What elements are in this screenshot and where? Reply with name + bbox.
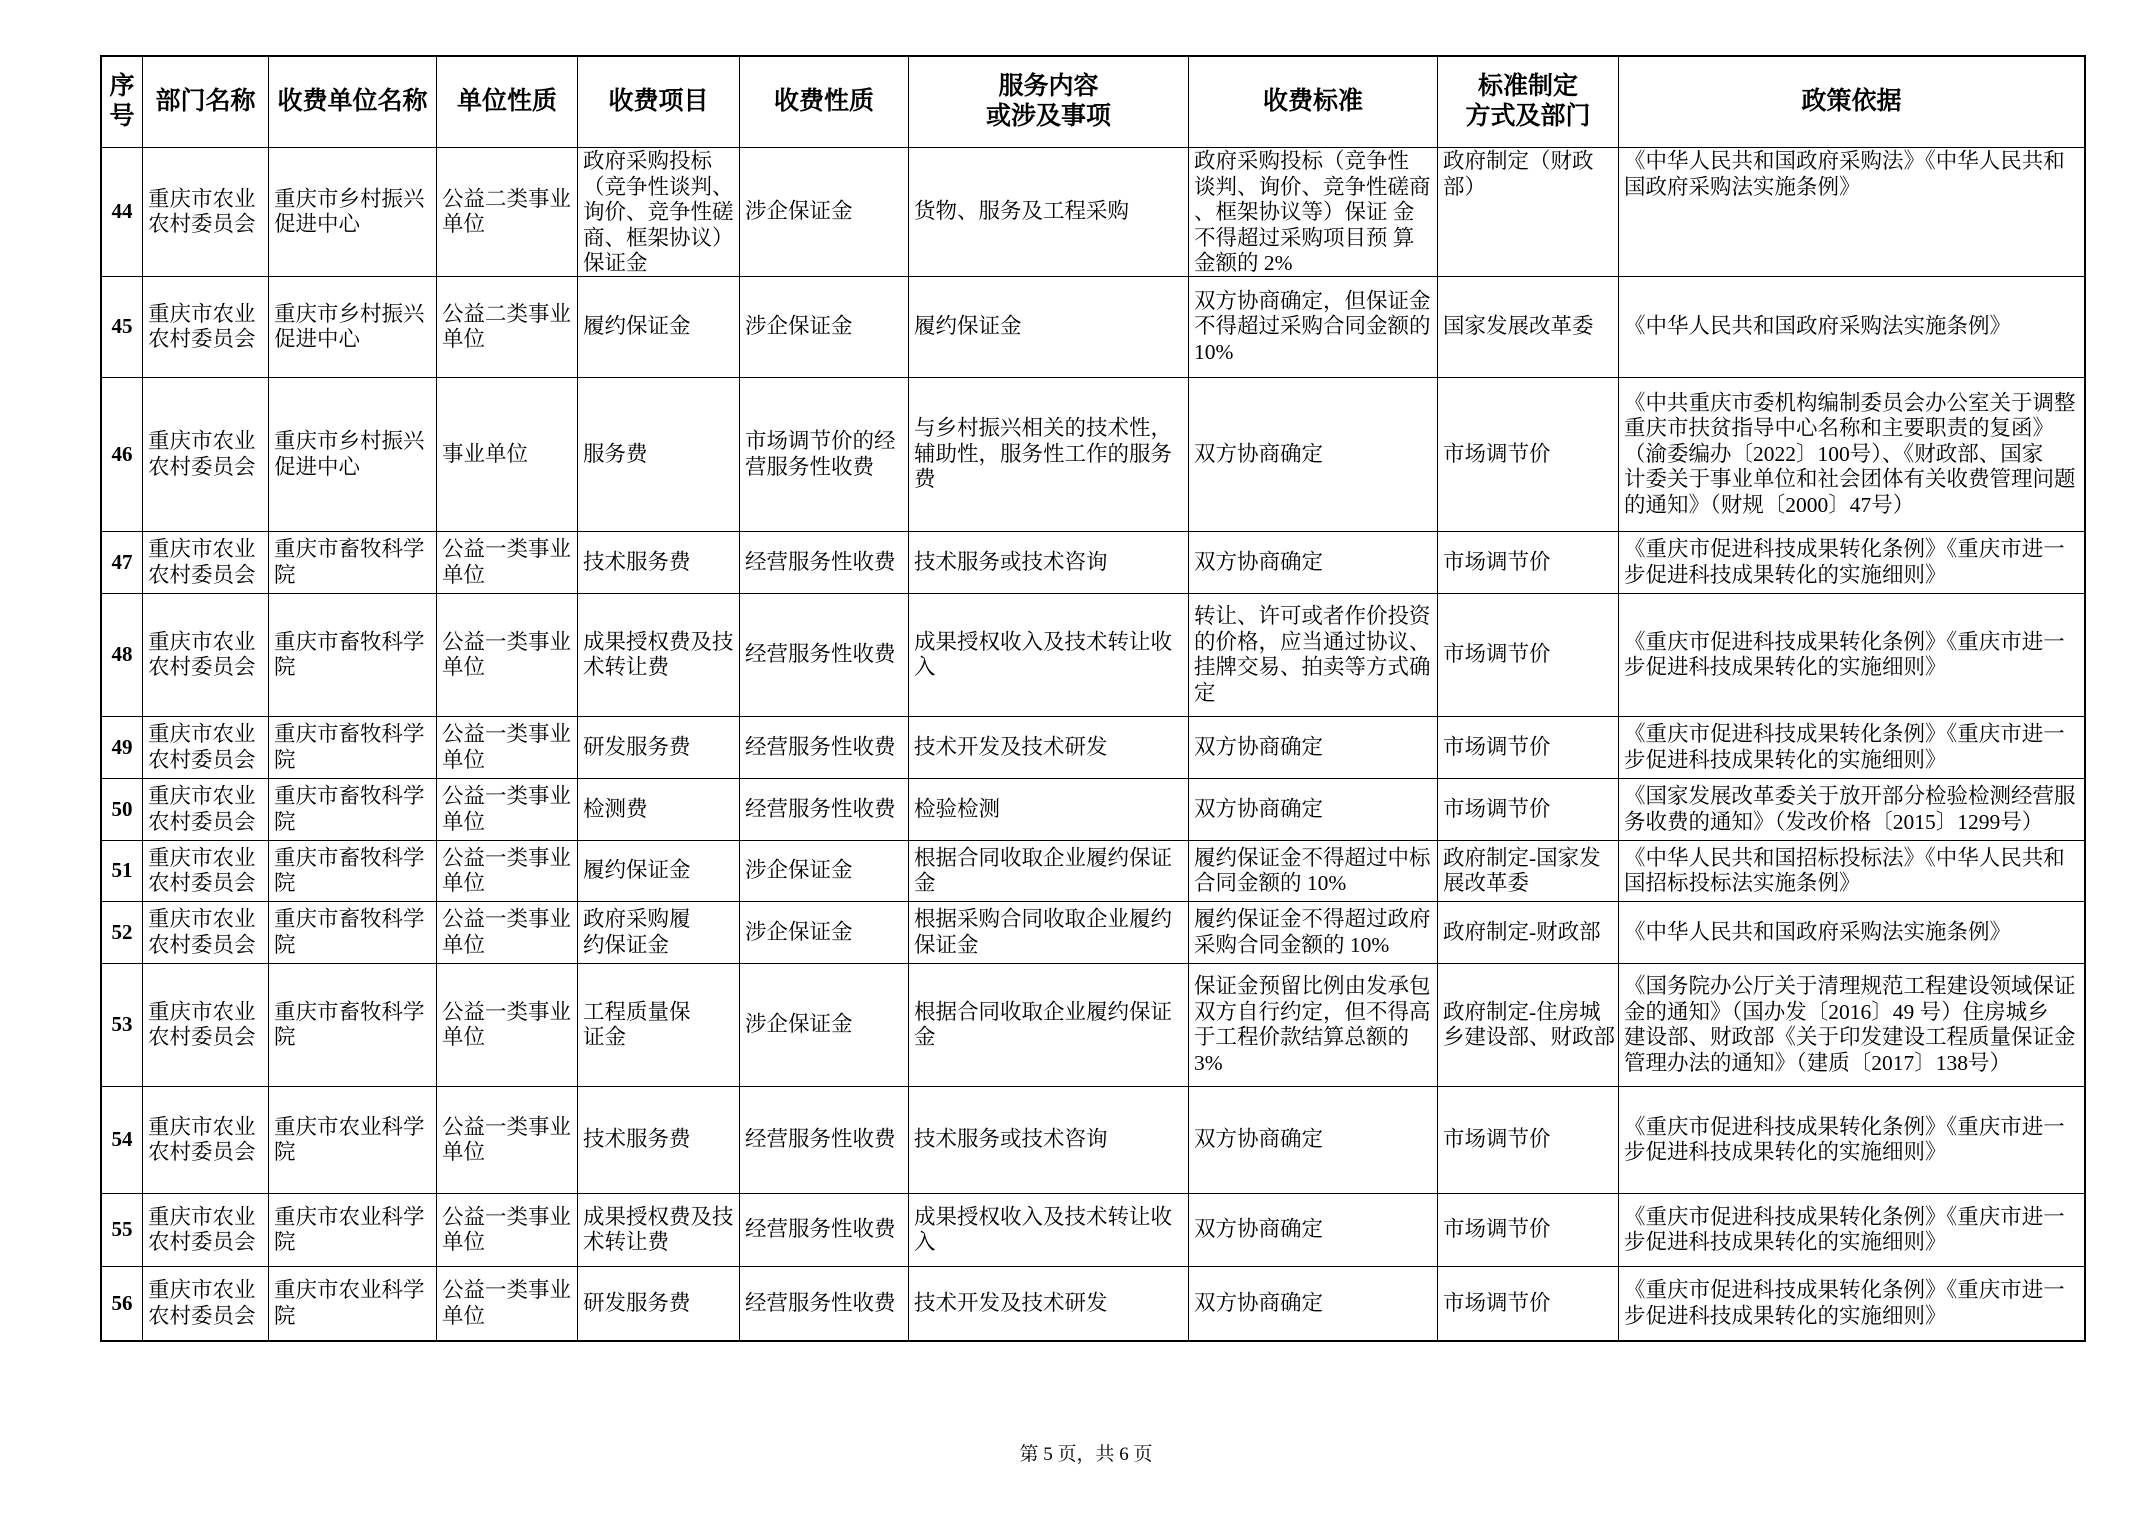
header-fee-standard: 收费标准 [1189, 57, 1438, 148]
cell-policy-basis: 《国家发展改革委关于放开部分检验检测经营服 务收费的通知》（发改价格〔2015〕1299号） [1619, 779, 2084, 841]
cell-service-content: 技术服务或技术咨询 [909, 532, 1189, 594]
cell-unit-name: 重庆市畜牧科学 院 [269, 532, 437, 594]
cell-standard-method: 市场调节价 [1438, 594, 1619, 717]
cell-service-content: 货物、服务及工程采购 [909, 148, 1189, 277]
cell-index: 44 [102, 148, 143, 277]
cell-fee-item: 技术服务费 [578, 1087, 740, 1194]
cell-standard-method: 市场调节价 [1438, 1194, 1619, 1267]
cell-fee-standard: 双方协商确定 [1189, 717, 1438, 779]
cell-fee-standard: 双方协商确定，但保证金 不得超过采购合同金额的 10% [1189, 277, 1438, 378]
cell-fee-nature: 经营服务性收费 [740, 532, 909, 594]
header-index: 序 号 [102, 57, 143, 148]
cell-unit-name: 重庆市乡村振兴 促进中心 [269, 148, 437, 277]
cell-fee-nature: 经营服务性收费 [740, 594, 909, 717]
cell-service-content: 根据采购合同收取企业履约 保证金 [909, 902, 1189, 964]
cell-fee-item: 成果授权费及技 术转让费 [578, 1194, 740, 1267]
cell-index: 51 [102, 841, 143, 902]
cell-fee-item: 履约保证金 [578, 841, 740, 902]
cell-index: 45 [102, 277, 143, 378]
cell-dept-name: 重庆市农业 农村委员会 [143, 1194, 269, 1267]
cell-fee-item: 工程质量保 证金 [578, 964, 740, 1087]
cell-standard-method: 政府制定-国家发 展改革委 [1438, 841, 1619, 902]
cell-standard-method: 市场调节价 [1438, 1087, 1619, 1194]
cell-fee-nature: 经营服务性收费 [740, 1267, 909, 1340]
cell-fee-item: 履约保证金 [578, 277, 740, 378]
cell-unit-type: 公益一类事业 单位 [437, 1194, 578, 1267]
cell-fee-standard: 双方协商确定 [1189, 378, 1438, 532]
header-fee-nature: 收费性质 [740, 57, 909, 148]
cell-unit-type: 公益一类事业 单位 [437, 1267, 578, 1340]
header-dept-name: 部门名称 [143, 57, 269, 148]
cell-fee-item: 技术服务费 [578, 532, 740, 594]
cell-dept-name: 重庆市农业 农村委员会 [143, 532, 269, 594]
cell-standard-method: 国家发展改革委 [1438, 277, 1619, 378]
cell-fee-item: 检测费 [578, 779, 740, 841]
cell-unit-type: 公益一类事业 单位 [437, 1087, 578, 1194]
cell-service-content: 成果授权收入及技术转让收 入 [909, 1194, 1189, 1267]
cell-fee-item: 政府采购履 约保证金 [578, 902, 740, 964]
cell-dept-name: 重庆市农业 农村委员会 [143, 1087, 269, 1194]
cell-unit-type: 公益一类事业 单位 [437, 532, 578, 594]
cell-dept-name: 重庆市农业 农村委员会 [143, 378, 269, 532]
cell-standard-method: 政府制定-住房城 乡建设部、财政部 [1438, 964, 1619, 1087]
cell-unit-name: 重庆市畜牧科学 院 [269, 779, 437, 841]
cell-unit-name: 重庆市乡村振兴 促进中心 [269, 277, 437, 378]
cell-service-content: 与乡村振兴相关的技术性， 辅助性，服务性工作的服务 费 [909, 378, 1189, 532]
cell-policy-basis: 《重庆市促进科技成果转化条例》《重庆市进一 步促进科技成果转化的实施细则》 [1619, 594, 2084, 717]
cell-standard-method: 市场调节价 [1438, 717, 1619, 779]
cell-fee-nature: 涉企保证金 [740, 148, 909, 277]
cell-service-content: 根据合同收取企业履约保证 金 [909, 841, 1189, 902]
cell-standard-method: 政府制定-财政部 [1438, 902, 1619, 964]
cell-fee-item: 研发服务费 [578, 717, 740, 779]
cell-policy-basis: 《国务院办公厅关于清理规范工程建设领域保证 金的通知》（国办发〔2016〕49 号）住房城乡 建设部、财政部《关于印发建设工程质量保证金 管理办法的通知》（建质〔2017〕138号） [1619, 964, 2084, 1087]
cell-fee-item: 研发服务费 [578, 1267, 740, 1340]
cell-dept-name: 重庆市农业 农村委员会 [143, 1267, 269, 1340]
cell-fee-nature: 涉企保证金 [740, 902, 909, 964]
cell-service-content: 履约保证金 [909, 277, 1189, 378]
cell-policy-basis: 《重庆市促进科技成果转化条例》《重庆市进一 步促进科技成果转化的实施细则》 [1619, 532, 2084, 594]
cell-fee-nature: 经营服务性收费 [740, 1194, 909, 1267]
cell-unit-name: 重庆市畜牧科学 院 [269, 594, 437, 717]
cell-unit-name: 重庆市乡村振兴 促进中心 [269, 378, 437, 532]
cell-fee-nature: 经营服务性收费 [740, 779, 909, 841]
cell-service-content: 技术服务或技术咨询 [909, 1087, 1189, 1194]
cell-unit-name: 重庆市畜牧科学 院 [269, 964, 437, 1087]
fee-table [100, 55, 2086, 1342]
cell-unit-name: 重庆市农业科学 院 [269, 1267, 437, 1340]
cell-dept-name: 重庆市农业 农村委员会 [143, 277, 269, 378]
header-unit-type: 单位性质 [437, 57, 578, 148]
cell-fee-standard: 保证金预留比例由发承包 双方自行约定，但不得高 于工程价款结算总额的 3% [1189, 964, 1438, 1087]
cell-fee-nature: 经营服务性收费 [740, 1087, 909, 1194]
cell-unit-type: 公益一类事业 单位 [437, 902, 578, 964]
cell-dept-name: 重庆市农业 农村委员会 [143, 594, 269, 717]
cell-unit-type: 公益一类事业 单位 [437, 841, 578, 902]
cell-index: 49 [102, 717, 143, 779]
cell-policy-basis: 《中华人民共和国招标投标法》《中华人民共和 国招标投标法实施条例》 [1619, 841, 2084, 902]
cell-policy-basis: 《中华人民共和国政府采购法实施条例》 [1619, 902, 2084, 964]
cell-unit-name: 重庆市农业科学 院 [269, 1194, 437, 1267]
cell-index: 54 [102, 1087, 143, 1194]
cell-fee-item: 成果授权费及技 术转让费 [578, 594, 740, 717]
cell-unit-type: 公益一类事业 单位 [437, 964, 578, 1087]
cell-policy-basis: 《中华人民共和国政府采购法实施条例》 [1619, 277, 2084, 378]
cell-fee-nature: 涉企保证金 [740, 841, 909, 902]
header-service-content: 服务内容 或涉及事项 [909, 57, 1189, 148]
cell-standard-method: 政府制定（财政 部） [1438, 148, 1619, 277]
cell-unit-name: 重庆市畜牧科学 院 [269, 717, 437, 779]
cell-dept-name: 重庆市农业 农村委员会 [143, 841, 269, 902]
cell-service-content: 技术开发及技术研发 [909, 717, 1189, 779]
cell-dept-name: 重庆市农业 农村委员会 [143, 964, 269, 1087]
cell-dept-name: 重庆市农业 农村委员会 [143, 717, 269, 779]
cell-index: 55 [102, 1194, 143, 1267]
cell-service-content: 技术开发及技术研发 [909, 1267, 1189, 1340]
cell-policy-basis: 《重庆市促进科技成果转化条例》《重庆市进一 步促进科技成果转化的实施细则》 [1619, 1194, 2084, 1267]
cell-unit-type: 公益二类事业 单位 [437, 277, 578, 378]
cell-standard-method: 市场调节价 [1438, 378, 1619, 532]
cell-fee-standard: 双方协商确定 [1189, 1267, 1438, 1340]
cell-fee-standard: 双方协商确定 [1189, 1194, 1438, 1267]
cell-unit-type: 公益二类事业 单位 [437, 148, 578, 277]
header-standard-method: 标准制定 方式及部门 [1438, 57, 1619, 148]
cell-unit-type: 事业单位 [437, 378, 578, 532]
cell-index: 46 [102, 378, 143, 532]
cell-service-content: 检验检测 [909, 779, 1189, 841]
cell-policy-basis: 《中共重庆市委机构编制委员会办公室关于调整 重庆市扶贫指导中心名称和主要职责的复函》 （渝委编办〔2022〕100号）、《财政部、国家 计委关于事业单位和社会团体有关收费管理问题 的通知》（财规〔2000〕47号） [1619, 378, 2084, 532]
cell-dept-name: 重庆市农业 农村委员会 [143, 902, 269, 964]
cell-fee-nature: 涉企保证金 [740, 277, 909, 378]
cell-fee-standard: 履约保证金不得超过中标 合同金额的 10% [1189, 841, 1438, 902]
cell-index: 48 [102, 594, 143, 717]
cell-standard-method: 市场调节价 [1438, 532, 1619, 594]
cell-unit-name: 重庆市畜牧科学 院 [269, 841, 437, 902]
cell-index: 53 [102, 964, 143, 1087]
cell-fee-standard: 履约保证金不得超过政府 采购合同金额的 10% [1189, 902, 1438, 964]
page-number-footer: 第 5 页，共 6 页 [1019, 1444, 1153, 1465]
cell-fee-standard: 政府采购投标（竞争性 谈判、询价、竞争性磋商 、框架协议等）保证 金 不得超过采购项目预 算 金额的 2% [1189, 148, 1438, 277]
cell-unit-type: 公益一类事业 单位 [437, 594, 578, 717]
cell-unit-name: 重庆市畜牧科学 院 [269, 902, 437, 964]
cell-fee-standard: 双方协商确定 [1189, 1087, 1438, 1194]
cell-dept-name: 重庆市农业 农村委员会 [143, 779, 269, 841]
cell-index: 47 [102, 532, 143, 594]
cell-standard-method: 市场调节价 [1438, 779, 1619, 841]
cell-dept-name: 重庆市农业 农村委员会 [143, 148, 269, 277]
cell-fee-item: 服务费 [578, 378, 740, 532]
cell-fee-nature: 经营服务性收费 [740, 717, 909, 779]
cell-fee-standard: 双方协商确定 [1189, 779, 1438, 841]
cell-unit-type: 公益一类事业 单位 [437, 779, 578, 841]
cell-fee-standard: 双方协商确定 [1189, 532, 1438, 594]
cell-index: 50 [102, 779, 143, 841]
cell-policy-basis: 《中华人民共和国政府采购法》《中华人民共和 国政府采购法实施条例》 [1619, 148, 2084, 277]
header-policy-basis: 政策依据 [1619, 57, 2084, 148]
cell-policy-basis: 《重庆市促进科技成果转化条例》《重庆市进一 步促进科技成果转化的实施细则》 [1619, 717, 2084, 779]
cell-unit-name: 重庆市农业科学 院 [269, 1087, 437, 1194]
cell-index: 56 [102, 1267, 143, 1340]
cell-fee-item: 政府采购投标 （竞争性谈判、 询价、竞争性磋 商、框架协议） 保证金 [578, 148, 740, 277]
header-unit-name: 收费单位名称 [269, 57, 437, 148]
cell-policy-basis: 《重庆市促进科技成果转化条例》《重庆市进一 步促进科技成果转化的实施细则》 [1624, 1278, 2065, 1328]
cell-standard-method: 市场调节价 [1438, 1267, 1619, 1340]
cell-service-content: 根据合同收取企业履约保证 金 [909, 964, 1189, 1087]
cell-service-content: 成果授权收入及技术转让收 入 [909, 594, 1189, 717]
header-fee-item: 收费项目 [578, 57, 740, 148]
cell-fee-nature: 市场调节价的经 营服务性收费 [740, 378, 909, 532]
cell-unit-type: 公益一类事业 单位 [437, 717, 578, 779]
cell-policy-basis: 《重庆市促进科技成果转化条例》《重庆市进一 步促进科技成果转化的实施细则》 [1619, 1087, 2084, 1194]
cell-index: 52 [102, 902, 143, 964]
cell-fee-nature: 涉企保证金 [740, 964, 909, 1087]
cell-fee-standard: 转让、许可或者作价投资 的价格，应当通过协议、 挂牌交易、拍卖等方式确 定 [1189, 594, 1438, 717]
